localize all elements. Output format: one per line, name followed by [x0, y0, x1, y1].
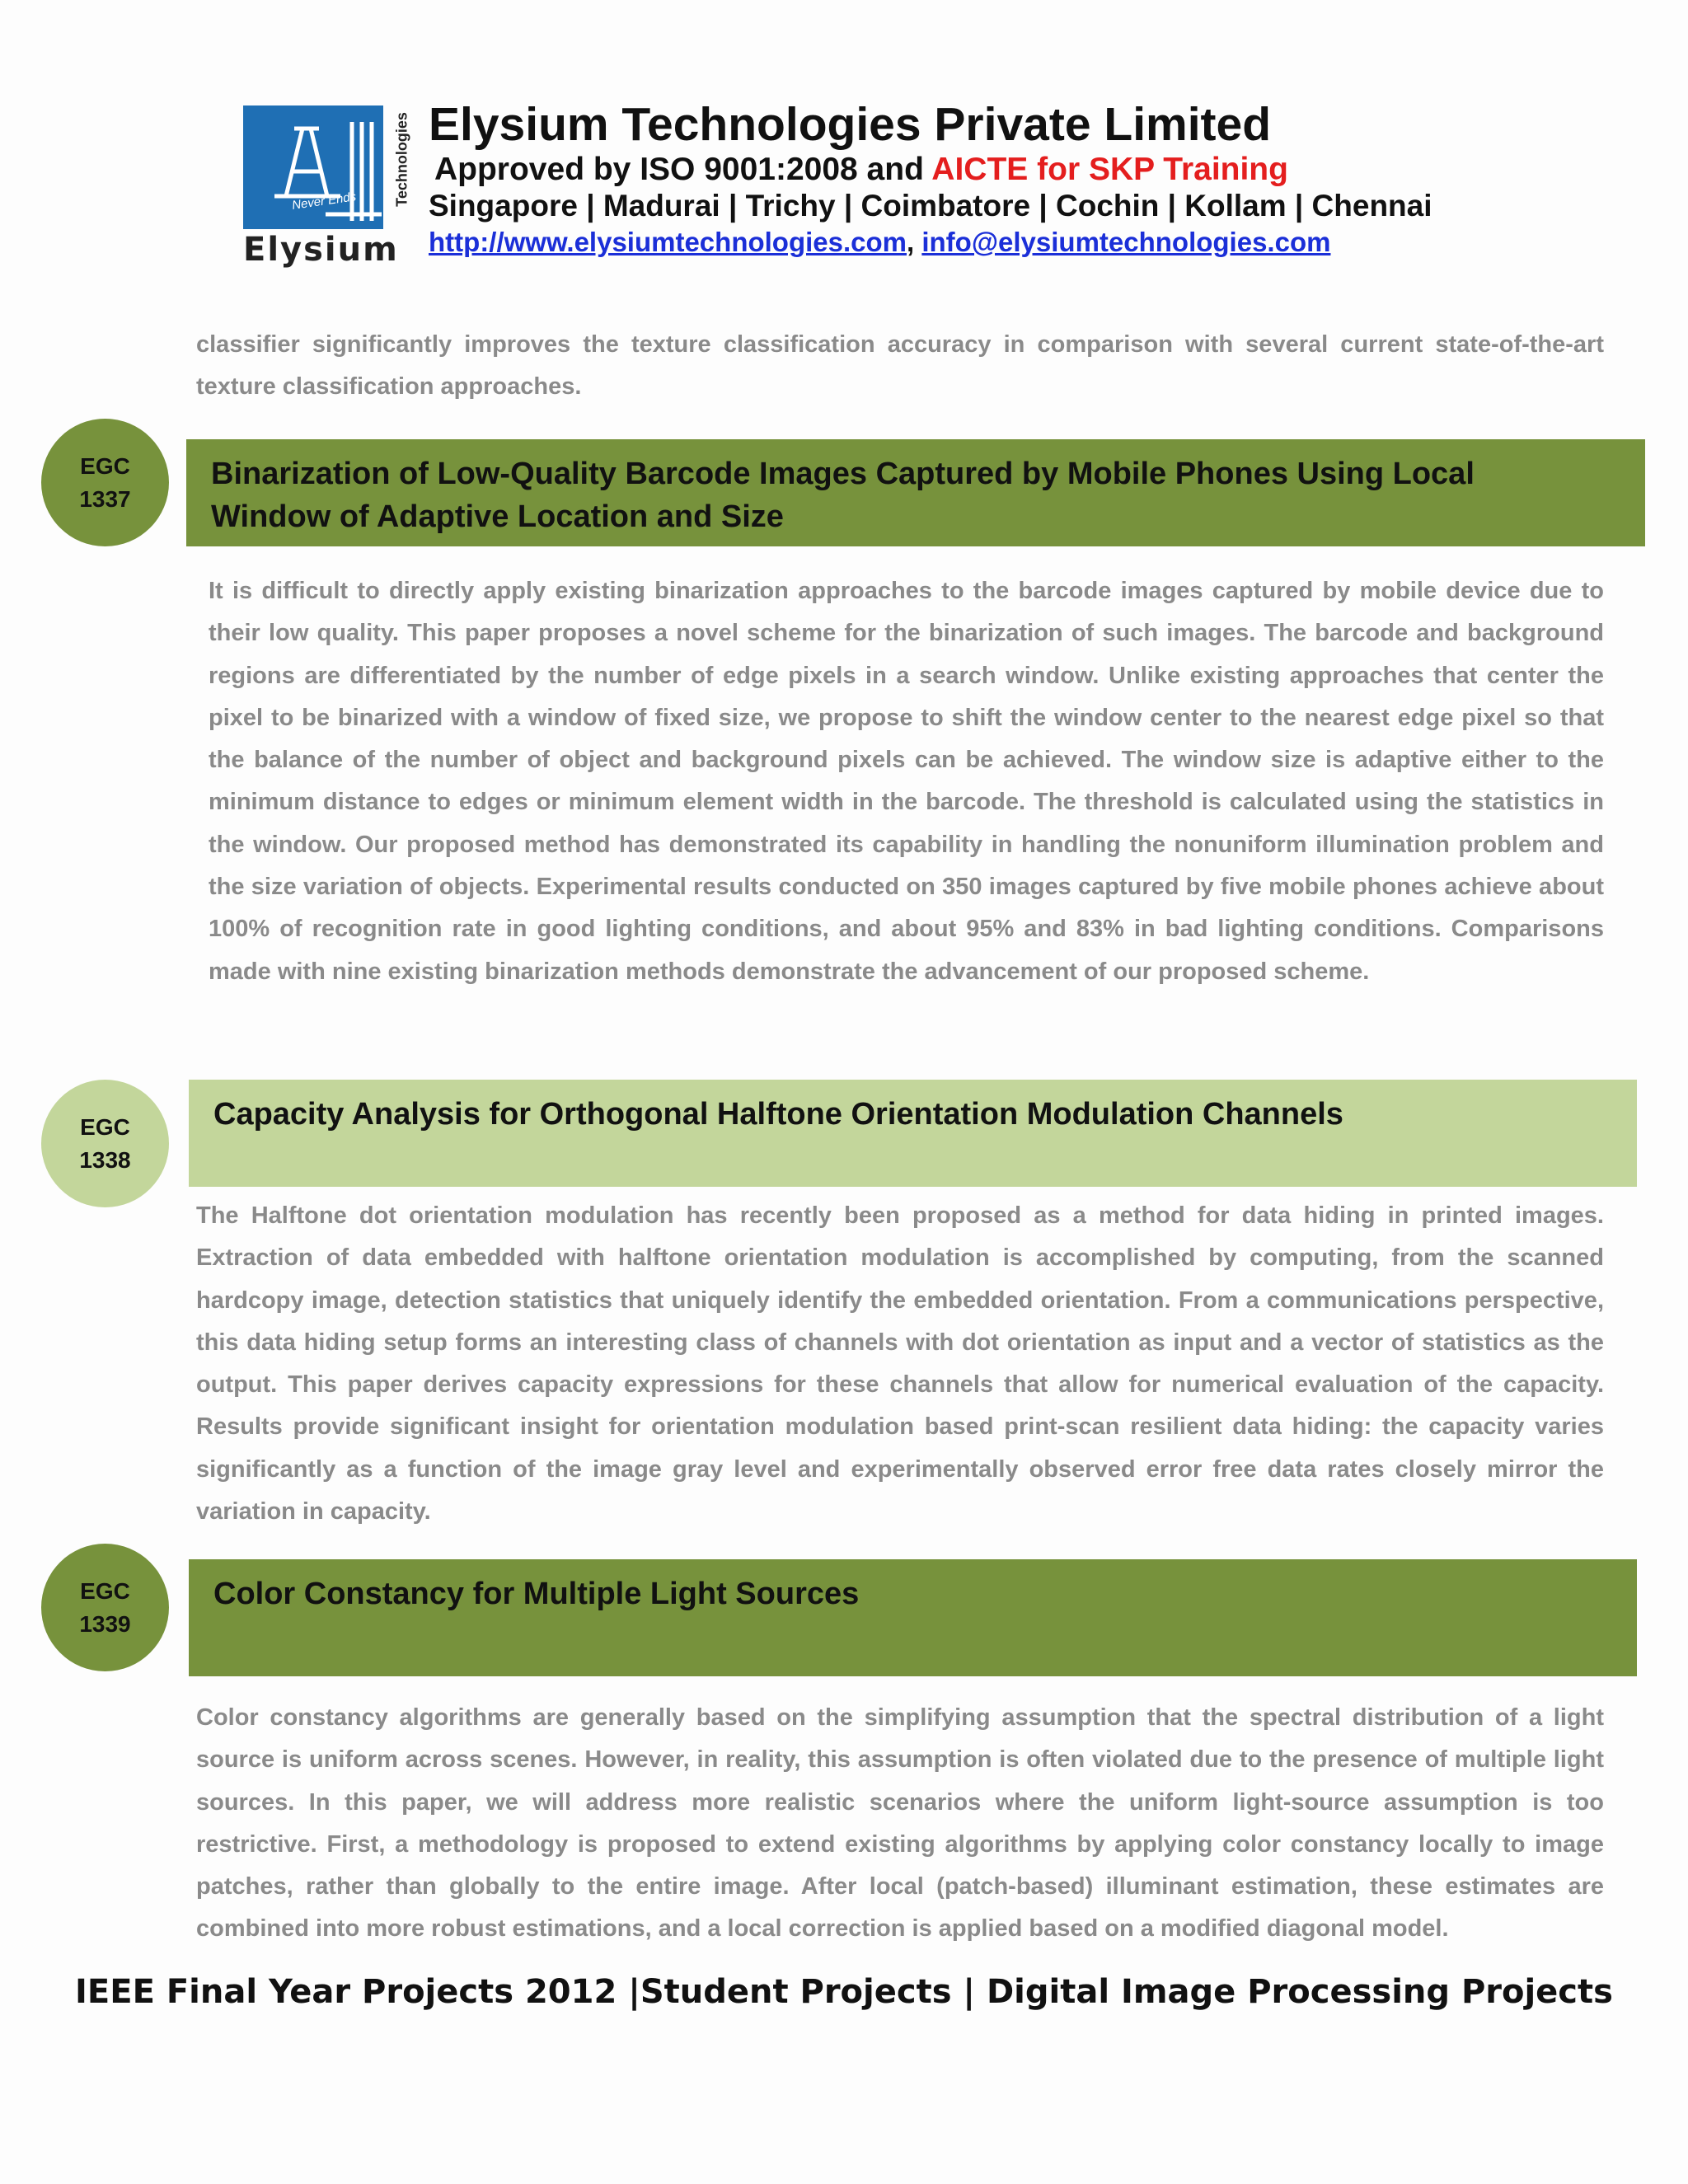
- intro-paragraph: classifier significantly improves the texture classification accuracy in comparison with several current state-of-the-art texture classification approaches.: [196, 331, 1604, 401]
- badge-number: 1337: [79, 485, 131, 512]
- badge-label: EGC: [80, 452, 130, 479]
- entry-title-band: [189, 1080, 1637, 1187]
- badge-number: 1339: [79, 1610, 131, 1637]
- badge-number: 1338: [79, 1146, 131, 1173]
- entry-abstract: It is difficult to directly apply existing binarization approaches to the barcode images captured by mobile device due to their low quality. This paper proposes a novel scheme for the binarization of such images. The barcode and background regions are differentiated by the number of edge pixels in a search window. Unlike existing approaches that center the pixel to be binarized with a window of fixed size, we propose to shift the window center to the nearest edge pixel so that the balance of the number of object and background pixels can be achieved. The window size is adaptive either to the minimum distance to edges or minimum element width in the barcode. The threshold is calculated using the statistics in the window. Our proposed method has demonstrated its capability in handling the nonuniform illumination problem and the size variation of objects. Experimental results conducted on 350 images captured by five mobile phones achieve about 100% of recognition rate in good lighting conditions, and about 95% and 83% in bad lighting conditions. Comparisons made with nine existing binarization methods demonstrate the advancement of our proposed scheme.: [209, 578, 1604, 985]
- entry-title: Binarization of Low-Quality Barcode Images Captured by Mobile Phones Using Local Window of Adaptive Location and Size: [211, 457, 1475, 534]
- entry-title: Color Constancy for Multiple Light Sources: [213, 1577, 860, 1611]
- entry-title-band: [186, 439, 1645, 546]
- badge-label: EGC: [80, 1577, 130, 1604]
- entry-abstract: The Halftone dot orientation modulation has recently been proposed as a method for data hiding in printed images. Extraction of data embedded with halftone orientation modulation is accomplished by computing, from the scanned hardcopy image, detection statistics that uniquely identify the embedded orientation. From a communications perspective, this data hiding setup forms an interesting class of channels with dot orientation as input and a vector of statistics as the output. This paper derives capacity expressions for these channels that allow for numerical evaluation of the capacity. Results provide significant insight for orientation modulation based print-scan resilient data hiding: the capacity varies significantly as a function of the image gray level and experimentally observed error free data rates closely mirror the variation in capacity.: [196, 1202, 1604, 1526]
- entry-title-band: [189, 1559, 1637, 1676]
- email-link[interactable]: info@elysiumtechnologies.com: [921, 227, 1331, 257]
- logo-vertical-label: Technologies: [393, 112, 410, 207]
- entry-title: Capacity Analysis for Orthogonal Halftone Orientation Modulation Channels: [213, 1097, 1343, 1132]
- letterhead: [243, 97, 1562, 270]
- approval-prefix: Approved by ISO 9001:2008 and: [434, 152, 924, 187]
- logo-emblem-icon: [243, 105, 383, 229]
- approval-aicte: AICTE for SKP Training: [931, 152, 1288, 187]
- entry-badge: [41, 1080, 169, 1207]
- entry-badge: [41, 1544, 169, 1671]
- logo-vertical-text: [390, 101, 411, 233]
- company-logo: [243, 105, 383, 229]
- logo-tagline: Never Ends: [291, 190, 358, 213]
- logo-wordmark: Elysium: [243, 231, 399, 269]
- entry-abstract: Color constancy algorithms are generally based on the simplifying assumption that the spectral distribution of a light source is uniform across scenes. However, in reality, this assumption is often violated due to the presence of multiple light sources. In this paper, we will address more realistic scenarios where the uniform light-source assumption is too restrictive. First, a methodology is proposed to extend existing algorithms by applying color constancy locally to image patches, rather than globally to the entire image. After local (patch-based) illuminant estimation, these estimates are combined into more robust estimations, and a local correction is applied based on a modified diagonal model.: [196, 1704, 1604, 1943]
- page-footer: IEEE Final Year Projects 2012 |Student Projects | Digital Image Processing Projects: [75, 1973, 1613, 2011]
- badge-label: EGC: [80, 1113, 130, 1140]
- link-separator: ,: [907, 227, 915, 257]
- company-name: Elysium Technologies Private Limited: [429, 98, 1272, 151]
- approval-line: [434, 152, 1288, 188]
- website-link[interactable]: http://www.elysiumtechnologies.com: [429, 227, 907, 257]
- contact-links: [429, 227, 1330, 258]
- city-list: Singapore | Madurai | Trichy | Coimbatore | Cochin | Kollam | Chennai: [429, 189, 1432, 223]
- entry-badge: [41, 419, 169, 546]
